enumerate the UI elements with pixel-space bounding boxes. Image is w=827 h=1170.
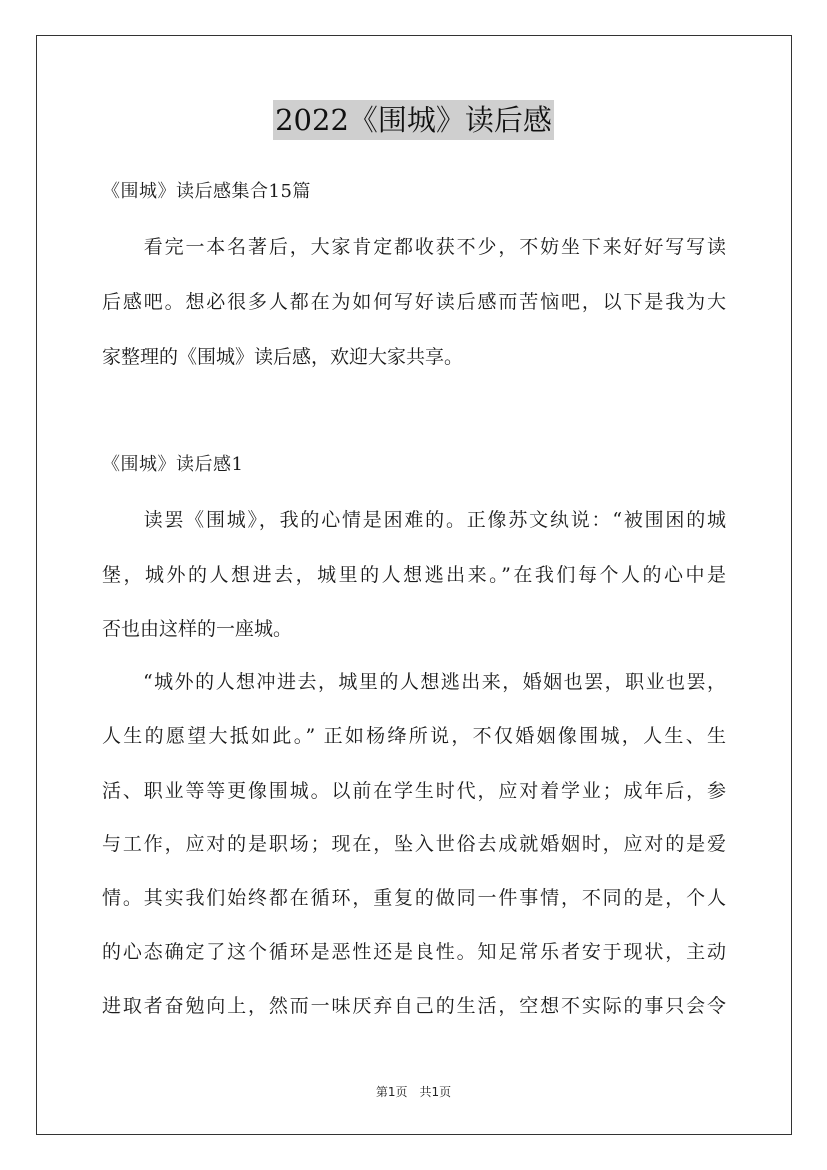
paragraph2-line-4[interactable]: 与工作，应对的是职场；现在，坠入世俗去成就婚姻时，应对的是爱: [102, 833, 726, 855]
intro-line-1[interactable]: 看完一本名著后，大家肯定都收获不少，不妨坐下来好好写写读: [102, 236, 726, 258]
paragraph2-line-2[interactable]: 人生的愿望大抵如此。” 正如杨绛所说，不仅婚姻像围城，人生、生: [102, 725, 726, 747]
title-container: [0, 100, 827, 140]
intro-line-3[interactable]: 家整理的《围城》读后感，欢迎大家共享。: [102, 346, 464, 368]
paragraph2-line-5[interactable]: 情。其实我们始终都在循环，重复的做同一件事情，不同的是，个人: [102, 887, 726, 909]
paragraph2-line-1[interactable]: “城外的人想冲进去，城里的人想逃出来，婚姻也罢，职业也罢，: [102, 671, 726, 693]
paragraph1-line-3[interactable]: 否也由这样的一座城。: [102, 618, 293, 640]
paragraph1-line-1[interactable]: 读罢《围城》，我的心情是困难的。正像苏文纨说：“被围困的城: [102, 509, 726, 531]
paragraph1-line-2[interactable]: 堡，城外的人想进去，城里的人想逃出来。”在我们每个人的心中是: [102, 564, 726, 586]
intro-line-2[interactable]: 后感吧。想必很多人都在为如何写好读后感而苦恼吧，以下是我为大: [102, 291, 726, 313]
document-subtitle[interactable]: 《围城》读后感集合15篇: [102, 181, 311, 202]
page-footer: 第1页 共1页: [375, 1085, 452, 1099]
document-title[interactable]: 2022《围城》读后感: [273, 100, 554, 140]
paragraph2-line-7[interactable]: 进取者奋勉向上，然而一味厌弃自己的生活，空想不实际的事只会令: [102, 995, 726, 1017]
paragraph2-line-3[interactable]: 活、职业等等更像围城。以前在学生时代，应对着学业；成年后，参: [102, 780, 726, 802]
section-heading[interactable]: 《围城》读后感1: [102, 454, 244, 475]
paragraph2-line-6[interactable]: 的心态确定了这个循环是恶性还是良性。知足常乐者安于现状，主动: [102, 941, 726, 963]
